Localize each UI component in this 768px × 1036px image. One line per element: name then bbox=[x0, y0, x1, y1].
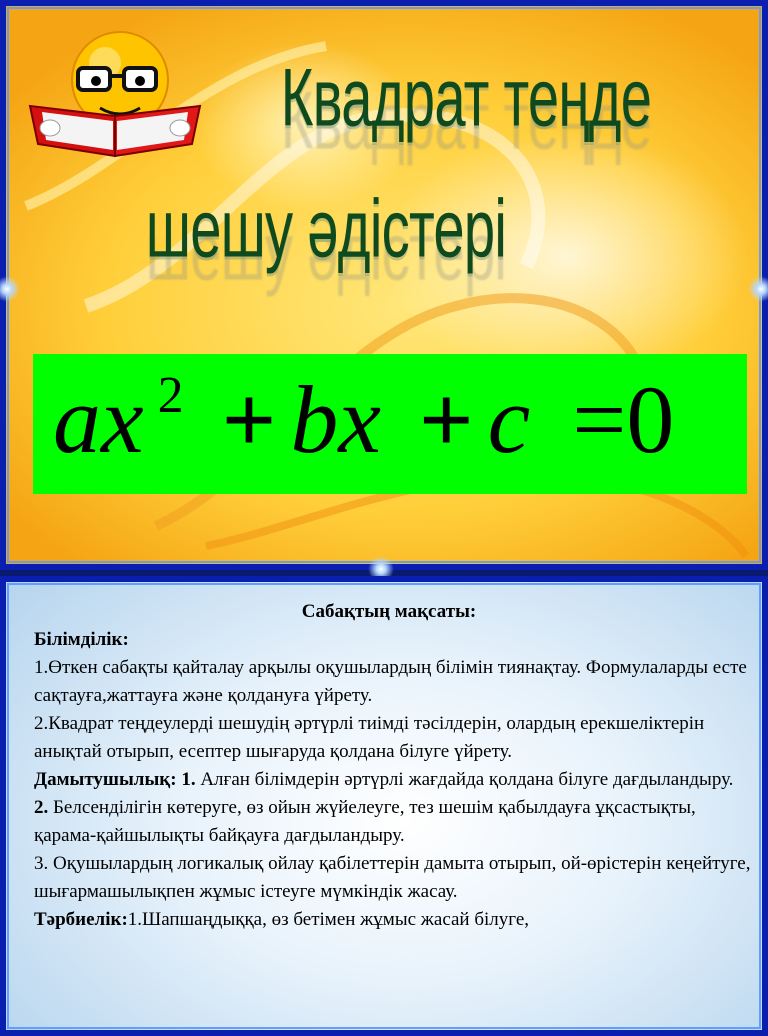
objectives-slide bbox=[0, 576, 768, 1036]
smiley-reading-book-icon bbox=[20, 28, 210, 158]
quadratic-equation bbox=[53, 366, 675, 473]
eq-c: c bbox=[487, 366, 531, 473]
objective-paragraph: 1.Өткен сабақты қайталау арқылы оқушылардың білімін тиянақтау. Формулаларды есте сақтауға,жаттауға және қолдануға үйрету. bbox=[34, 657, 747, 706]
section-label-damytushylyk: Дамытушылық: 1. bbox=[34, 769, 196, 790]
slide-title-line-1: Квадрат теңде bbox=[280, 50, 652, 144]
eq-plus: + bbox=[221, 366, 277, 473]
sparkle-icon bbox=[748, 276, 768, 302]
sparkle-icon bbox=[0, 276, 20, 302]
objective-text: Алған білімдерін әртүрлі жағдайда қолдана білуге дағдыландыру. bbox=[195, 769, 734, 790]
objective-paragraph: 2.Квадрат теңдеулерді шешудің әртүрлі тиімді тәсілдерін, олардың ерекшеліктерін анықтай отырып, есептер шығаруда қолдана білуге үйрету. bbox=[34, 713, 705, 762]
eq-x: x bbox=[101, 366, 144, 473]
eq-b: b bbox=[290, 366, 339, 473]
eq-zero: 0 bbox=[626, 366, 675, 473]
eq-exponent: 2 bbox=[157, 367, 184, 424]
section-label-tarbielik: Тәрбиелік: bbox=[34, 909, 128, 930]
objectives-text bbox=[34, 598, 754, 934]
eq-plus: + bbox=[418, 366, 474, 473]
slide-title-line-2: шешу әдістері bbox=[145, 181, 507, 275]
objective-paragraph: 3. Оқушылардың логикалық ойлау қабілеттерін дамыта отырып, ой-өрістерін кеңейтуге, шығармашылықпен жұмыс істеуге мүмкіндік жасау. bbox=[34, 853, 751, 902]
objective-number: 2. bbox=[34, 797, 49, 818]
objective-text: Белсенділігін көтеруге, өз ойын жүйелеуге, тез шешім қабылдауға ұқсастықты, қарама-қайшылықты байқауға дағдыландыру. bbox=[34, 797, 696, 846]
eq-x: x bbox=[338, 366, 381, 473]
objectives-heading: Сабақтың мақсаты: bbox=[301, 601, 477, 622]
objective-text: 1.Шапшаңдыққа, өз бетімен жұмыс жасай білуге, bbox=[127, 909, 529, 930]
eq-a: a bbox=[53, 366, 101, 473]
eq-equals: = bbox=[572, 366, 627, 473]
equation-box bbox=[33, 354, 747, 494]
section-label-bilimdilik: Білімділік: bbox=[34, 629, 129, 650]
